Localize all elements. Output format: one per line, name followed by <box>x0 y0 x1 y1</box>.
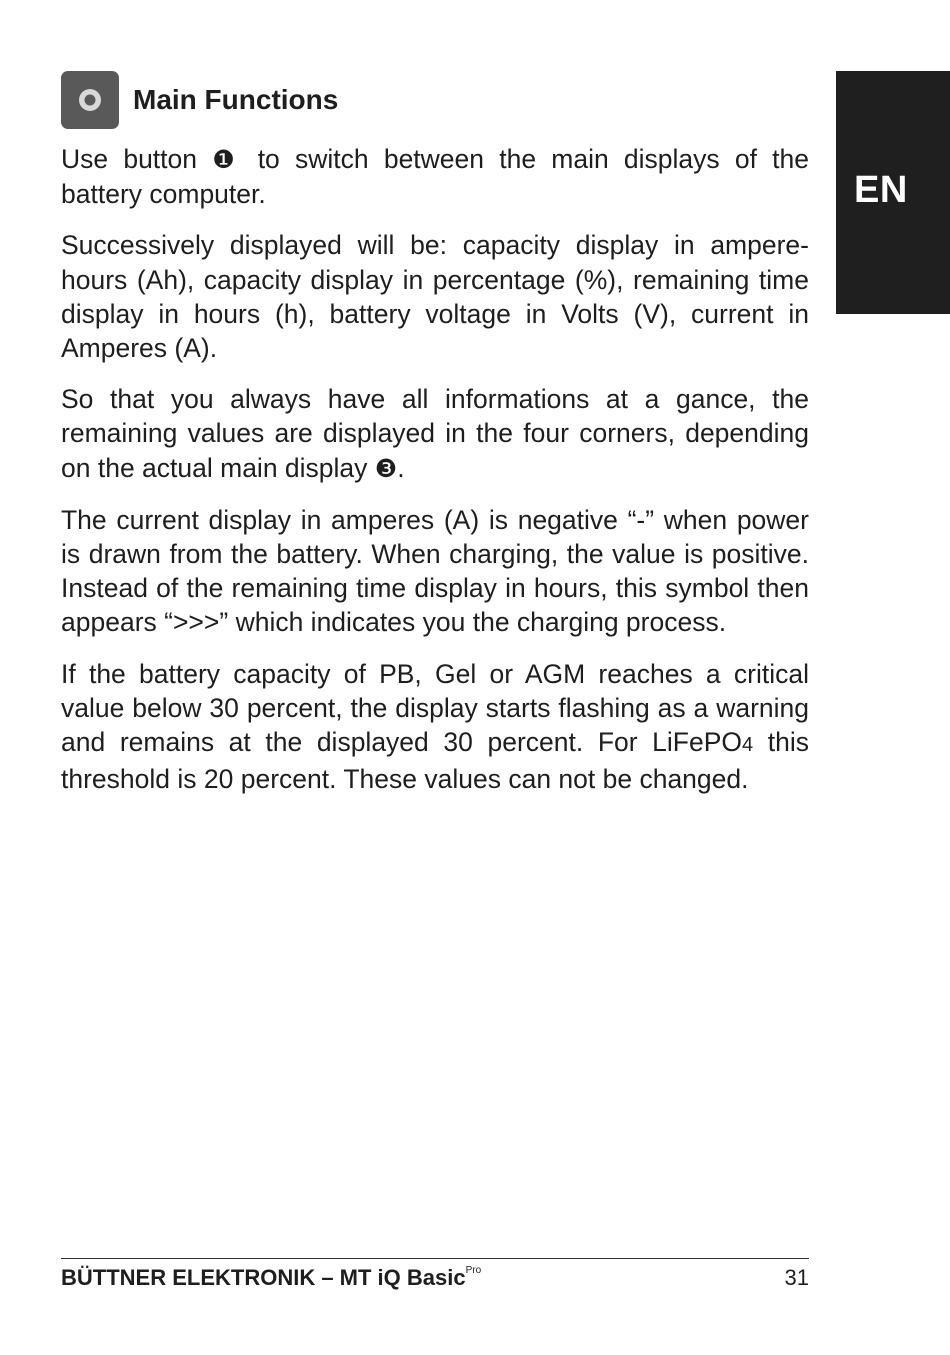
page-number: 31 <box>784 1265 809 1290</box>
section-title: Main Functions <box>133 84 339 115</box>
text-run: to switch between the main displays of the battery computer. <box>61 144 809 210</box>
subscript-4: 4 <box>742 734 754 757</box>
paragraph-button-usage <box>61 142 809 211</box>
footer-divider <box>61 1258 809 1259</box>
body-text <box>61 142 809 813</box>
footer-brand-superscript: Pro <box>465 1265 482 1276</box>
section-heading <box>61 71 338 129</box>
callout-marker-3: ❸ <box>374 453 398 483</box>
paragraph-corner-values <box>61 382 809 486</box>
text-run: . <box>397 452 405 483</box>
callout-marker-1: ❶ <box>212 145 243 174</box>
circle-button-icon <box>61 71 119 129</box>
paragraph-display-sequence: Successively displayed will be: capacity display in ampere-hours (Ah), capacity display in percentage (%), remaining time display in hours (h), battery voltage in Volts (V), current in Amperes (A). <box>61 230 809 364</box>
text-run: Use button <box>61 144 213 174</box>
text-run: If the battery capacity of PB, Gel or AGM reaches a critical value below 30 percent, the display starts flashing as a warning and remains at the displayed 30 percent. For LiFePO <box>61 658 809 758</box>
text-run: So that you always have all informations at a gance, the remaining values are displayed in the four corners, depending on the actual main display <box>61 384 809 483</box>
language-tab: EN <box>836 71 950 314</box>
paragraph-capacity-warning <box>61 657 809 797</box>
paragraph-current-display: The current display in amperes (A) is negative “-” when power is drawn from the battery. When charging, the value is positive. Instead of the remaining time display in hours, this symbol then appears “>>>” which indicates you the charging process. <box>61 504 809 638</box>
footer-brand <box>61 1265 481 1291</box>
footer-brand-text: BÜTTNER ELEKTRONIK – MT iQ Basic <box>61 1265 466 1290</box>
text-run: this threshold is 20 percent. These values can not be changed. <box>61 727 809 795</box>
